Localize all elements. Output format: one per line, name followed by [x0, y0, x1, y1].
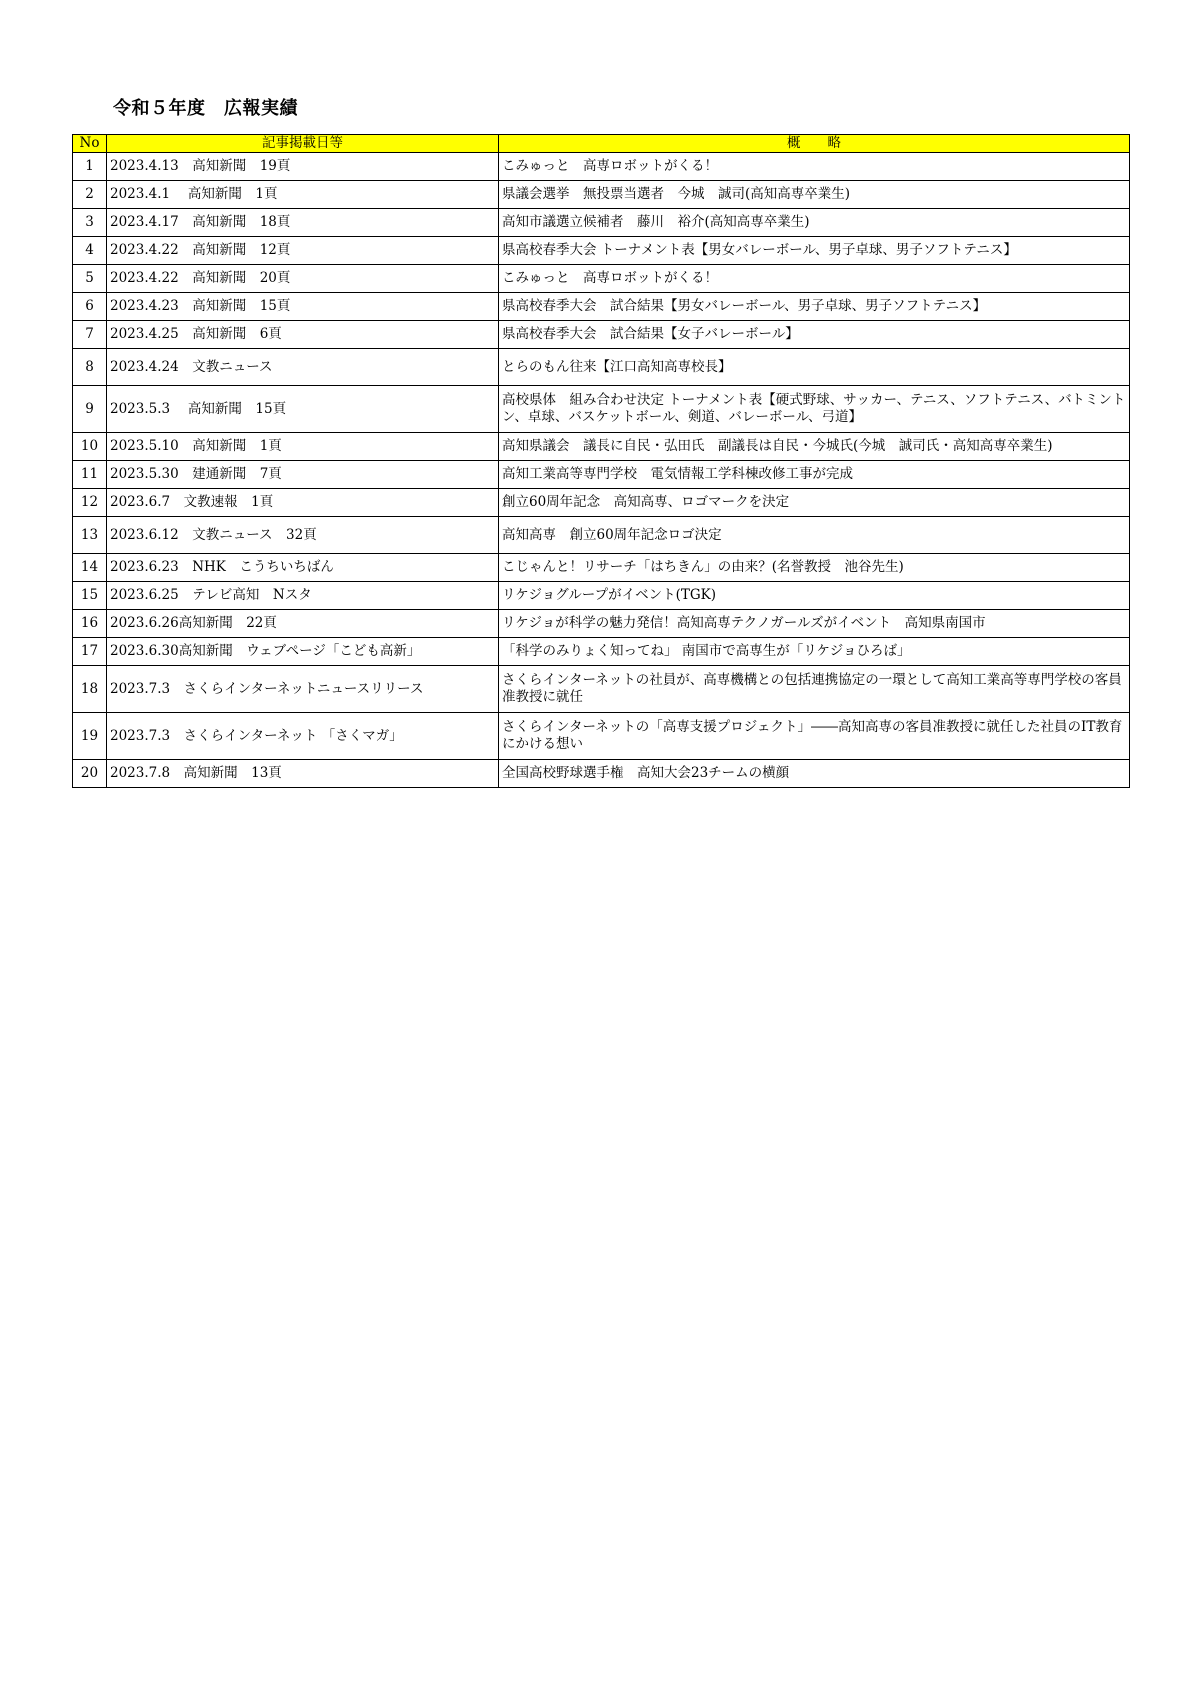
- row-no: 7: [73, 321, 107, 349]
- row-no: 11: [73, 461, 107, 489]
- row-no: 2: [73, 181, 107, 209]
- row-summary: とらのもん往来【江口高知高専校長】: [499, 349, 1130, 386]
- row-no: 14: [73, 554, 107, 582]
- row-date: 2023.6.25 テレビ高知 Nスタ: [107, 582, 499, 610]
- row-date: 2023.4.22 高知新聞 12頁: [107, 237, 499, 265]
- row-date: 2023.6.23 NHK こうちいちばん: [107, 554, 499, 582]
- table-row: [73, 610, 1130, 638]
- row-date: 2023.6.30高知新聞 ウェブページ「こども高新」: [107, 638, 499, 666]
- header-summary: 概 略: [499, 135, 1130, 153]
- row-date: 2023.6.26高知新聞 22頁: [107, 610, 499, 638]
- row-date: 2023.4.13 高知新聞 19頁: [107, 153, 499, 181]
- row-date: 2023.5.10 高知新聞 1頁: [107, 433, 499, 461]
- row-date: 2023.7.3 さくらインターネット 「さくマガ」: [107, 713, 499, 760]
- header-date: 記事掲載日等: [107, 135, 499, 153]
- row-summary: こじゃんと！リサーチ「はちきん」の由来？(名誉教授 池谷先生): [499, 554, 1130, 582]
- row-no: 17: [73, 638, 107, 666]
- row-summary: 県議会選挙 無投票当選者 今城 誠司(高知高専卒業生): [499, 181, 1130, 209]
- row-no: 15: [73, 582, 107, 610]
- table-row: [73, 713, 1130, 760]
- row-summary: 「科学のみりょく知ってね」 南国市で高専生が「リケジョひろば」: [499, 638, 1130, 666]
- row-summary: こみゅっと 高専ロボットがくる！: [499, 153, 1130, 181]
- table-row: [73, 349, 1130, 386]
- table-row: [73, 638, 1130, 666]
- table-row: [73, 760, 1130, 788]
- table-row: [73, 554, 1130, 582]
- row-summary: 高知市議選立候補者 藤川 裕介(高知高専卒業生): [499, 209, 1130, 237]
- table-row: [73, 321, 1130, 349]
- row-no: 6: [73, 293, 107, 321]
- row-summary: 県高校春季大会 試合結果【男女バレーボール、男子卓球、男子ソフトテニス】: [499, 293, 1130, 321]
- table-row: [73, 517, 1130, 554]
- header-no: No: [73, 135, 107, 153]
- table-row: [73, 433, 1130, 461]
- table-row: [73, 293, 1130, 321]
- row-date: 2023.4.17 高知新聞 18頁: [107, 209, 499, 237]
- row-summary: さくらインターネットの「高専支援プロジェクト」――高知高専の客員准教授に就任した社員のIT教育にかける想い: [499, 713, 1130, 760]
- row-date: 2023.4.22 高知新聞 20頁: [107, 265, 499, 293]
- row-summary: 全国高校野球選手権 高知大会23チームの横顔: [499, 760, 1130, 788]
- row-date: 2023.5.3 高知新聞 15頁: [107, 386, 499, 433]
- row-date: 2023.7.8 高知新聞 13頁: [107, 760, 499, 788]
- page-title: 令和５年度 広報実績: [113, 98, 298, 119]
- row-date: 2023.4.24 文教ニュース: [107, 349, 499, 386]
- row-no: 13: [73, 517, 107, 554]
- row-date: 2023.6.7 文教速報 1頁: [107, 489, 499, 517]
- row-no: 4: [73, 237, 107, 265]
- table-row: [73, 666, 1130, 713]
- row-summary: 高知高専 創立60周年記念ロゴ決定: [499, 517, 1130, 554]
- row-summary: さくらインターネットの社員が、高専機構との包括連携協定の一環として高知工業高等専門学校の客員准教授に就任: [499, 666, 1130, 713]
- row-summary: 高知県議会 議長に自民・弘田氏 副議長は自民・今城氏(今城 誠司氏・高知高専卒業生): [499, 433, 1130, 461]
- row-summary: 県高校春季大会 試合結果【女子バレーボール】: [499, 321, 1130, 349]
- table-row: [73, 209, 1130, 237]
- row-no: 8: [73, 349, 107, 386]
- row-summary: 県高校春季大会 トーナメント表【男女バレーボール、男子卓球、男子ソフトテニス】: [499, 237, 1130, 265]
- row-date: 2023.4.1 高知新聞 1頁: [107, 181, 499, 209]
- row-date: 2023.7.3 さくらインターネットニュースリリース: [107, 666, 499, 713]
- row-no: 19: [73, 713, 107, 760]
- row-no: 3: [73, 209, 107, 237]
- row-summary: こみゅっと 高専ロボットがくる！: [499, 265, 1130, 293]
- row-summary: リケジョが科学の魅力発信！高知高専テクノガールズがイベント 高知県南国市: [499, 610, 1130, 638]
- table-row: [73, 386, 1130, 433]
- row-date: 2023.6.12 文教ニュース 32頁: [107, 517, 499, 554]
- row-summary: 高校県体 組み合わせ決定 トーナメント表【硬式野球、サッカー、テニス、ソフトテニス、バトミントン、卓球、バスケットボール、剣道、バレーボール、弓道】: [499, 386, 1130, 433]
- table-row: [73, 153, 1130, 181]
- table-header-row: [73, 135, 1130, 153]
- row-no: 5: [73, 265, 107, 293]
- table-row: [73, 265, 1130, 293]
- row-no: 10: [73, 433, 107, 461]
- row-no: 9: [73, 386, 107, 433]
- row-summary: 高知工業高等専門学校 電気情報工学科棟改修工事が完成: [499, 461, 1130, 489]
- publicity-table: [72, 134, 1130, 788]
- table-row: [73, 181, 1130, 209]
- row-date: 2023.5.30 建通新聞 7頁: [107, 461, 499, 489]
- row-no: 1: [73, 153, 107, 181]
- table-row: [73, 237, 1130, 265]
- row-no: 12: [73, 489, 107, 517]
- row-summary: 創立60周年記念 高知高専、ロゴマークを決定: [499, 489, 1130, 517]
- table-row: [73, 582, 1130, 610]
- table-row: [73, 489, 1130, 517]
- row-no: 20: [73, 760, 107, 788]
- row-no: 18: [73, 666, 107, 713]
- row-summary: リケジョグループがイベント(TGK): [499, 582, 1130, 610]
- row-no: 16: [73, 610, 107, 638]
- row-date: 2023.4.23 高知新聞 15頁: [107, 293, 499, 321]
- table-row: [73, 461, 1130, 489]
- row-date: 2023.4.25 高知新聞 6頁: [107, 321, 499, 349]
